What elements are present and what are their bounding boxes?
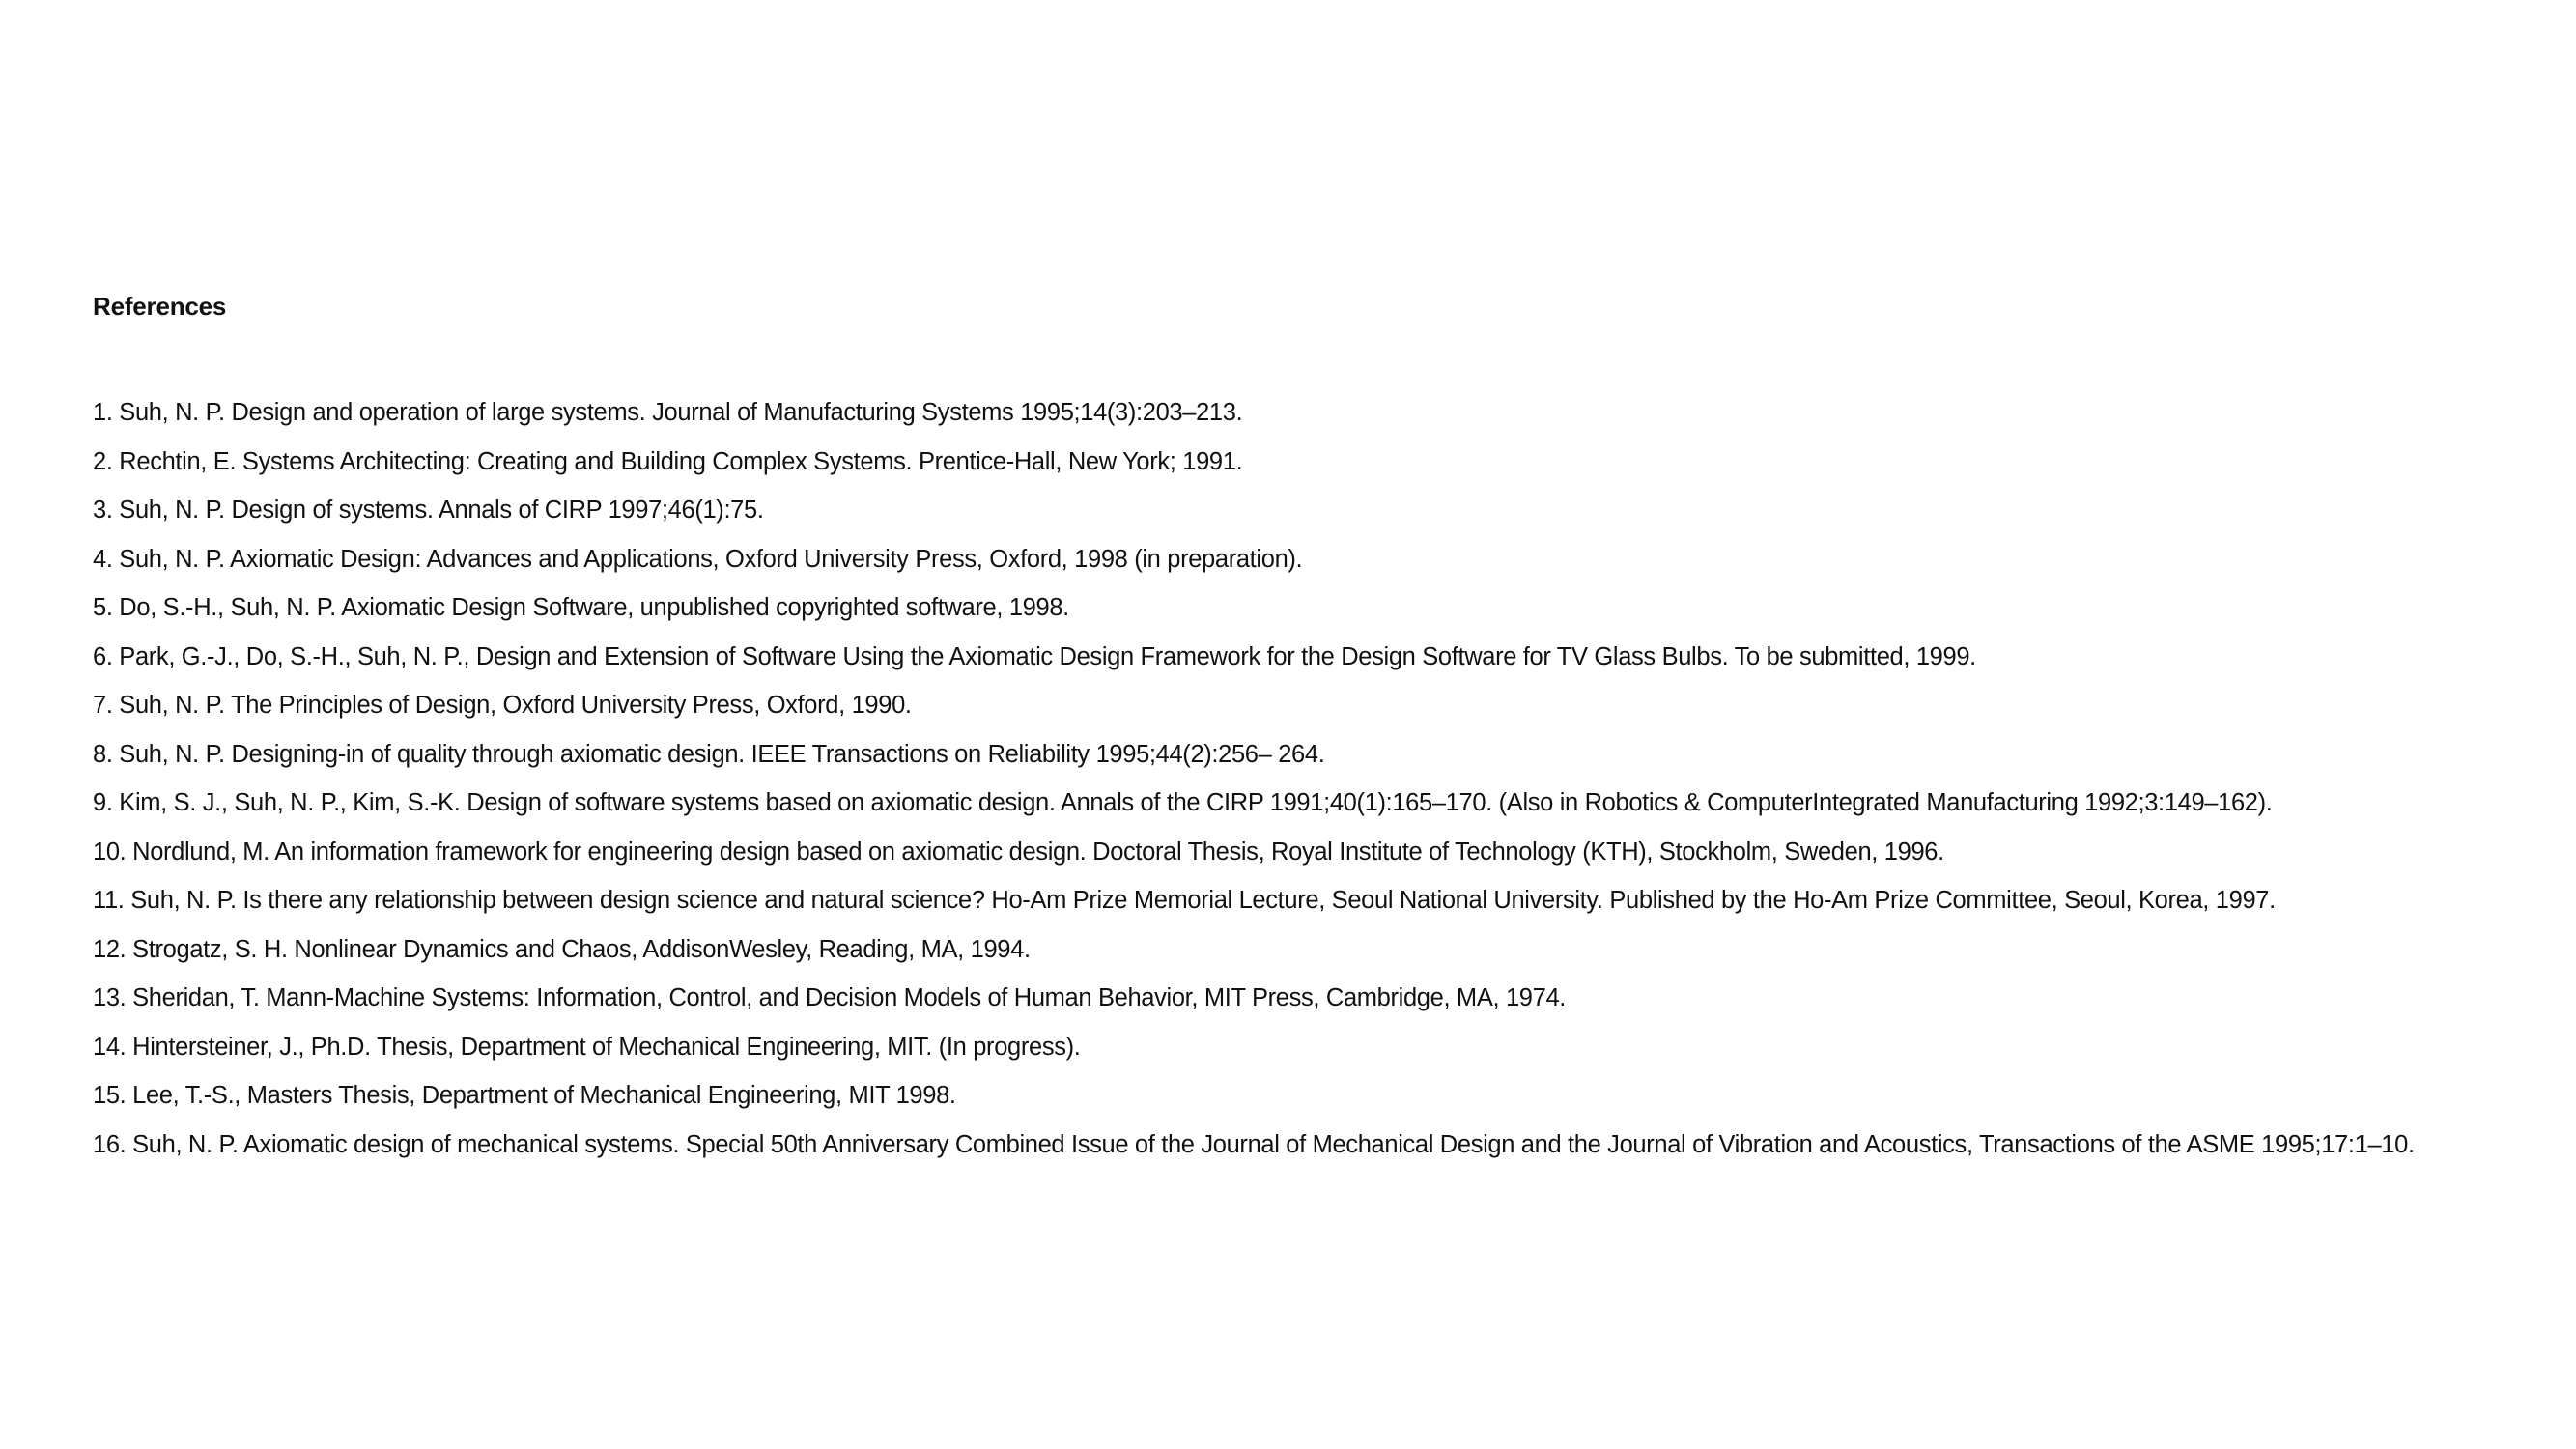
reference-item: 16. Suh, N. P. Axiomatic design of mechanical systems. Special 50th Anniversary Combined Issue of the Journal of Mechanical Design and the Journal of Vibration and Acoustics, Transactions of the ASME 1995;17:1–10.: [93, 1130, 2415, 1158]
reference-item: 6. Park, G.-J., Do, S.-H., Suh, N. P., Design and Extension of Software Using the Axiomatic Design Framework for the Design Software for TV Glass Bulbs. To be submitted, 1999.: [93, 642, 1976, 670]
reference-item: 11. Suh, N. P. Is there any relationship between design science and natural science? Ho-Am Prize Memorial Lecture, Seoul National University. Published by the Ho-Am Prize Committee, Seoul, Korea, 1997.: [93, 887, 2276, 914]
reference-item: 2. Rechtin, E. Systems Architecting: Creating and Building Complex Systems. Prentice-Hall, New York; 1991.: [93, 447, 1243, 475]
reference-item: 8. Suh, N. P. Designing-in of quality through axiomatic design. IEEE Transactions on Reliability 1995;44(2):256– 264.: [93, 740, 1325, 768]
reference-item: 10. Nordlund, M. An information framework for engineering design based on axiomatic design. Doctoral Thesis, Royal Institute of Technology (KTH), Stockholm, Sweden, 1996.: [93, 838, 1944, 866]
reference-item: 15. Lee, T.-S., Masters Thesis, Department of Mechanical Engineering, MIT 1998.: [93, 1082, 956, 1109]
reference-list: [93, 388, 2527, 1169]
reference-item: 12. Strogatz, S. H. Nonlinear Dynamics and Chaos, AddisonWesley, Reading, MA, 1994.: [93, 935, 1031, 963]
references-heading: References: [93, 292, 227, 321]
reference-item: 5. Do, S.-H., Suh, N. P. Axiomatic Design Software, unpublished copyrighted software, 1998.: [93, 594, 1069, 621]
reference-item: 13. Sheridan, T. Mann-Machine Systems: Information, Control, and Decision Models of Human Behavior, MIT Press, Cambridge, MA, 1974.: [93, 984, 1567, 1011]
reference-item: 4. Suh, N. P. Axiomatic Design: Advances and Applications, Oxford University Press, Oxford, 1998 (in preparation).: [93, 545, 1303, 573]
reference-item: 9. Kim, S. J., Suh, N. P., Kim, S.-K. Design of software systems based on axiomatic design. Annals of the CIRP 1991;40(1):165–170. (Also in Robotics & ComputerIntegrated Manufacturing 1992;3:149–162).: [93, 789, 2273, 816]
reference-item: 3. Suh, N. P. Design of systems. Annals of CIRP 1997;46(1):75.: [93, 497, 764, 524]
reference-item: 7. Suh, N. P. The Principles of Design, Oxford University Press, Oxford, 1990.: [93, 692, 912, 719]
reference-item: 14. Hintersteiner, J., Ph.D. Thesis, Department of Mechanical Engineering, MIT. (In progress).: [93, 1033, 1081, 1061]
reference-item: 1. Suh, N. P. Design and operation of large systems. Journal of Manufacturing Systems 1995;14(3):203–213.: [93, 399, 1243, 426]
